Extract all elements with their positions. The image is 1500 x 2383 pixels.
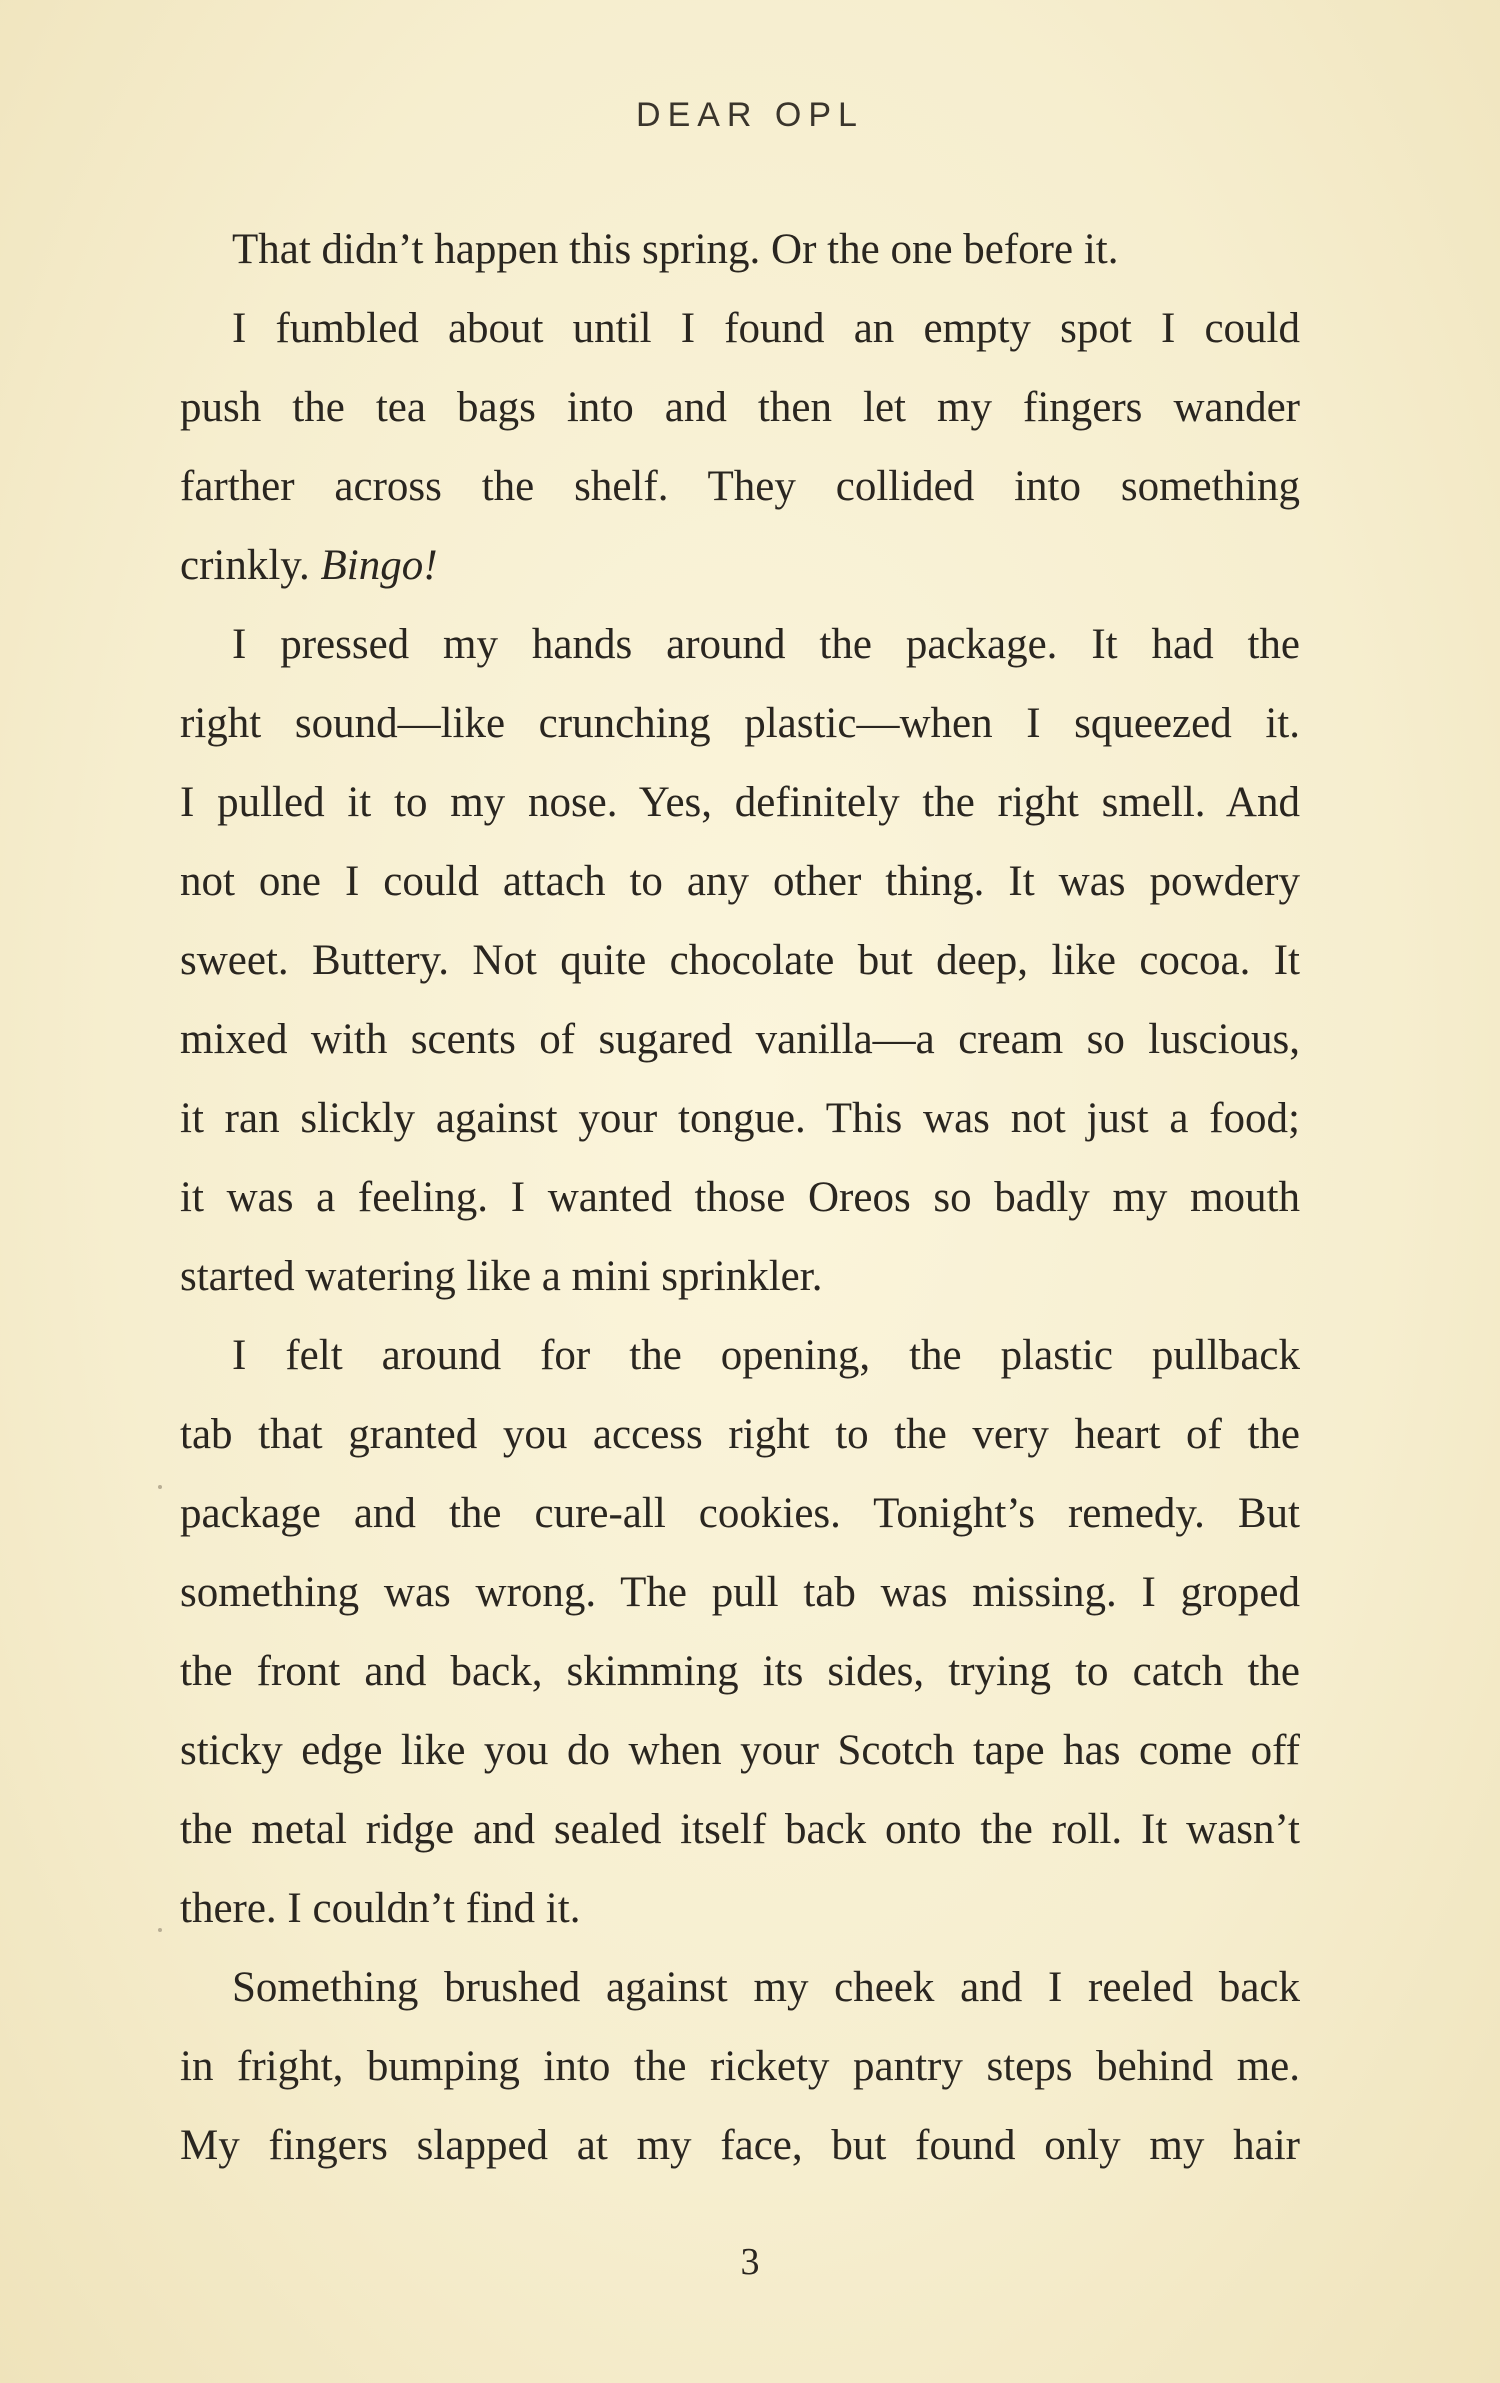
text-line-content: it was a feeling. I wanted those Oreos so badly my mouth: [180, 1174, 1300, 1221]
text-line-content: the metal ridge and sealed itself back onto the roll. It wasn’t: [180, 1806, 1300, 1853]
text-line-content: I felt around for the opening, the plastic pullback: [232, 1332, 1300, 1379]
text-line-content: I pulled it to my nose. Yes, definitely the right smell. And: [180, 779, 1300, 826]
text-line-content: not one I could attach to any other thing. It was powdery: [180, 858, 1300, 905]
text-line: [180, 1790, 1300, 1869]
text-line: [180, 526, 1300, 605]
text-line: [180, 1632, 1300, 1711]
page-number: 3: [740, 2241, 760, 2283]
text-line-content: Something brushed against my cheek and I reeled back: [232, 1964, 1300, 2011]
text-line: [180, 1474, 1300, 1553]
running-head: DEAR OPL: [636, 96, 864, 134]
text-line-content: My fingers slapped at my face, but found only my hair: [180, 2122, 1300, 2169]
text-line-content: sweet. Buttery. Not quite chocolate but deep, like cocoa. It: [180, 937, 1300, 984]
text-line-content: something was wrong. The pull tab was missing. I groped: [180, 1569, 1300, 1616]
text-line-content: package and the cure-all cookies. Tonight’s remedy. But: [180, 1490, 1300, 1537]
text-line: [180, 1869, 1300, 1948]
text-line-content: right sound—like crunching plastic—when I squeezed it.: [180, 700, 1300, 747]
text-line: [180, 210, 1300, 289]
text-line: [180, 921, 1300, 1000]
paper-speck: [158, 1485, 162, 1489]
paper-speck: [158, 1928, 162, 1932]
text-line: [180, 2027, 1300, 2106]
text-line: [180, 684, 1300, 763]
text-line-content: push the tea bags into and then let my fingers wander: [180, 384, 1300, 431]
text-line-content: started watering like a mini sprinkler.: [180, 1253, 823, 1300]
text-line: [180, 447, 1300, 526]
text-line: [180, 1158, 1300, 1237]
text-line: [180, 1948, 1300, 2027]
text-line: [180, 2106, 1300, 2185]
text-line-content: I fumbled about until I found an empty spot I could: [232, 305, 1300, 352]
text-line-content: I pressed my hands around the package. It had the: [232, 621, 1300, 668]
text-line: [180, 842, 1300, 921]
text-line: [180, 1553, 1300, 1632]
text-line: [180, 605, 1300, 684]
text-line-content: sticky edge like you do when your Scotch tape has come off: [180, 1727, 1300, 1774]
text-line-content: That didn’t happen this spring. Or the one before it.: [232, 226, 1119, 273]
text-line: [180, 1237, 1300, 1316]
text-line: [180, 1395, 1300, 1474]
text-line-content: it ran slickly against your tongue. This was not just a food;: [180, 1095, 1300, 1142]
body-text: [180, 210, 1300, 2185]
text-line-content: crinkly.: [180, 542, 321, 589]
text-line: [180, 1711, 1300, 1790]
text-line: [180, 763, 1300, 842]
text-line: [180, 1316, 1300, 1395]
text-line-content: the front and back, skimming its sides, trying to catch the: [180, 1648, 1300, 1695]
text-line-content: in fright, bumping into the rickety pantry steps behind me.: [180, 2043, 1300, 2090]
text-line-content: tab that granted you access right to the very heart of the: [180, 1411, 1300, 1458]
text-line: [180, 1079, 1300, 1158]
text-line: [180, 368, 1300, 447]
text-line-content: mixed with scents of sugared vanilla—a cream so luscious,: [180, 1016, 1300, 1063]
text-line: [180, 1000, 1300, 1079]
text-line-content: there. I couldn’t find it.: [180, 1885, 581, 1932]
italic-text: Bingo!: [320, 542, 438, 589]
text-line: [180, 289, 1300, 368]
text-line-content: farther across the shelf. They collided into something: [180, 463, 1300, 510]
